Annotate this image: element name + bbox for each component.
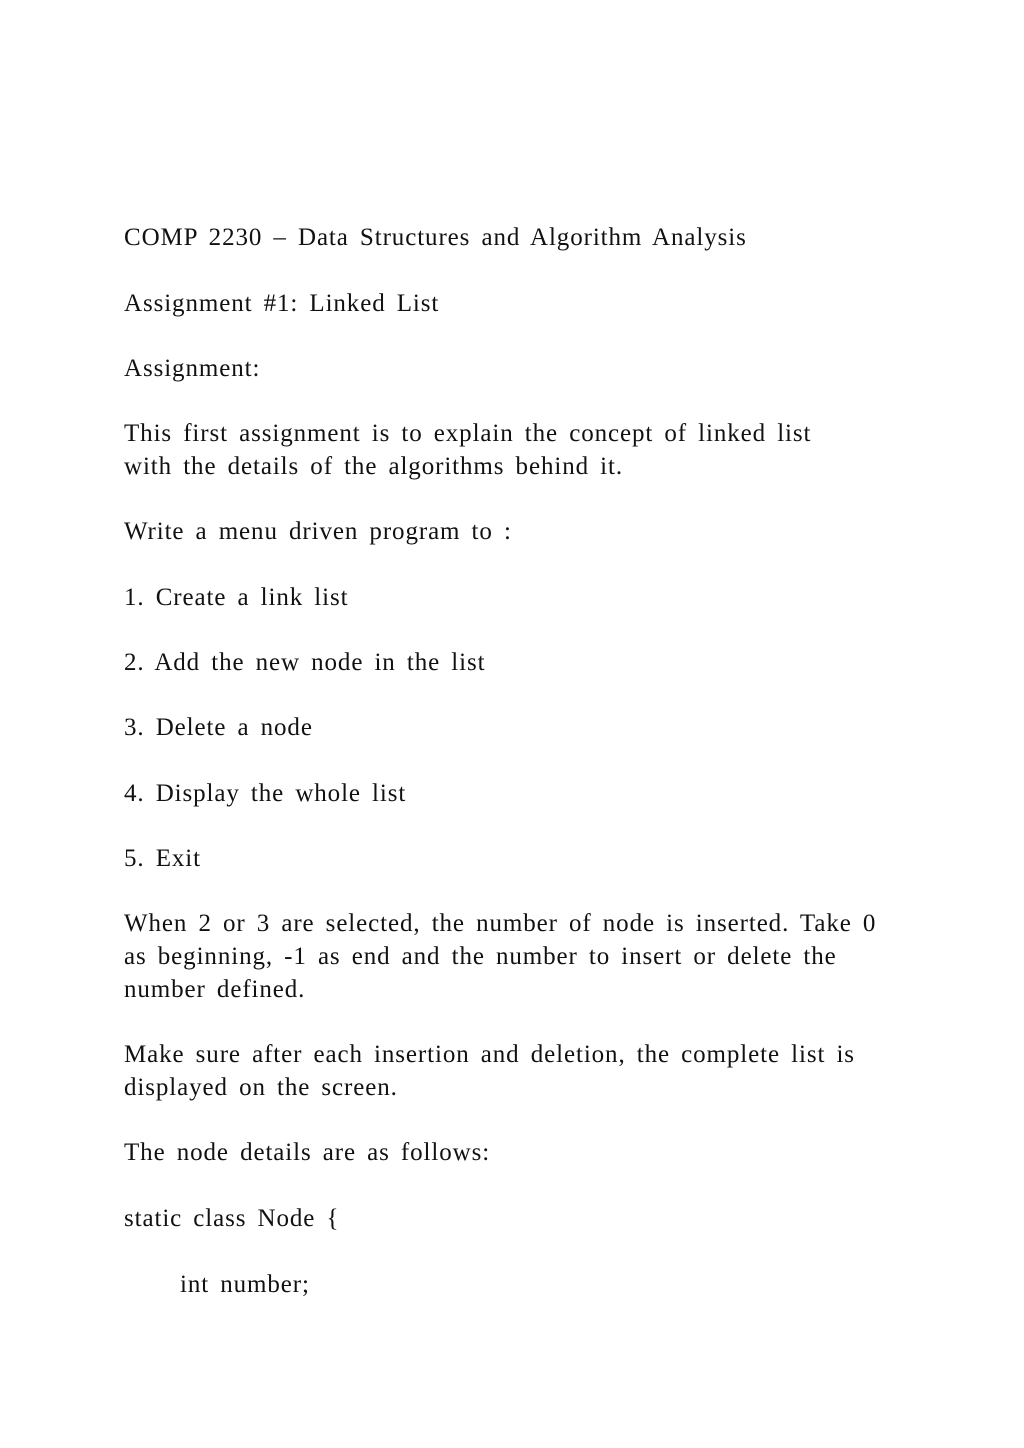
assignment-title: Assignment #1: Linked List [124,290,440,317]
code-field-line: int number; [180,1271,310,1298]
selection-line-2: as beginning, -1 as end and the number to insert or delete the [124,943,837,970]
code-class-line: static class Node { [124,1205,340,1232]
intro-line-2: with the details of the algorithms behind it. [124,453,623,480]
menu-item-add: 2. Add the new node in the list [124,649,486,676]
selection-line-1: When 2 or 3 are selected, the number of node is inserted. Take 0 [124,910,877,937]
display-line-1: Make sure after each insertion and deletion, the complete list is [124,1041,855,1068]
menu-item-create: 1. Create a link list [124,584,349,611]
menu-item-display: 4. Display the whole list [124,780,407,807]
menu-intro: Write a menu driven program to : [124,518,512,545]
menu-item-exit: 5. Exit [124,845,201,872]
display-line-2: displayed on the screen. [124,1074,398,1101]
menu-item-delete: 3. Delete a node [124,714,313,741]
selection-line-3: number defined. [124,976,306,1003]
intro-line-1: This first assignment is to explain the concept of linked list [124,420,812,447]
node-intro: The node details are as follows: [124,1139,491,1166]
course-title: COMP 2230 – Data Structures and Algorithm Analysis [124,224,747,251]
assignment-label: Assignment: [124,355,261,382]
